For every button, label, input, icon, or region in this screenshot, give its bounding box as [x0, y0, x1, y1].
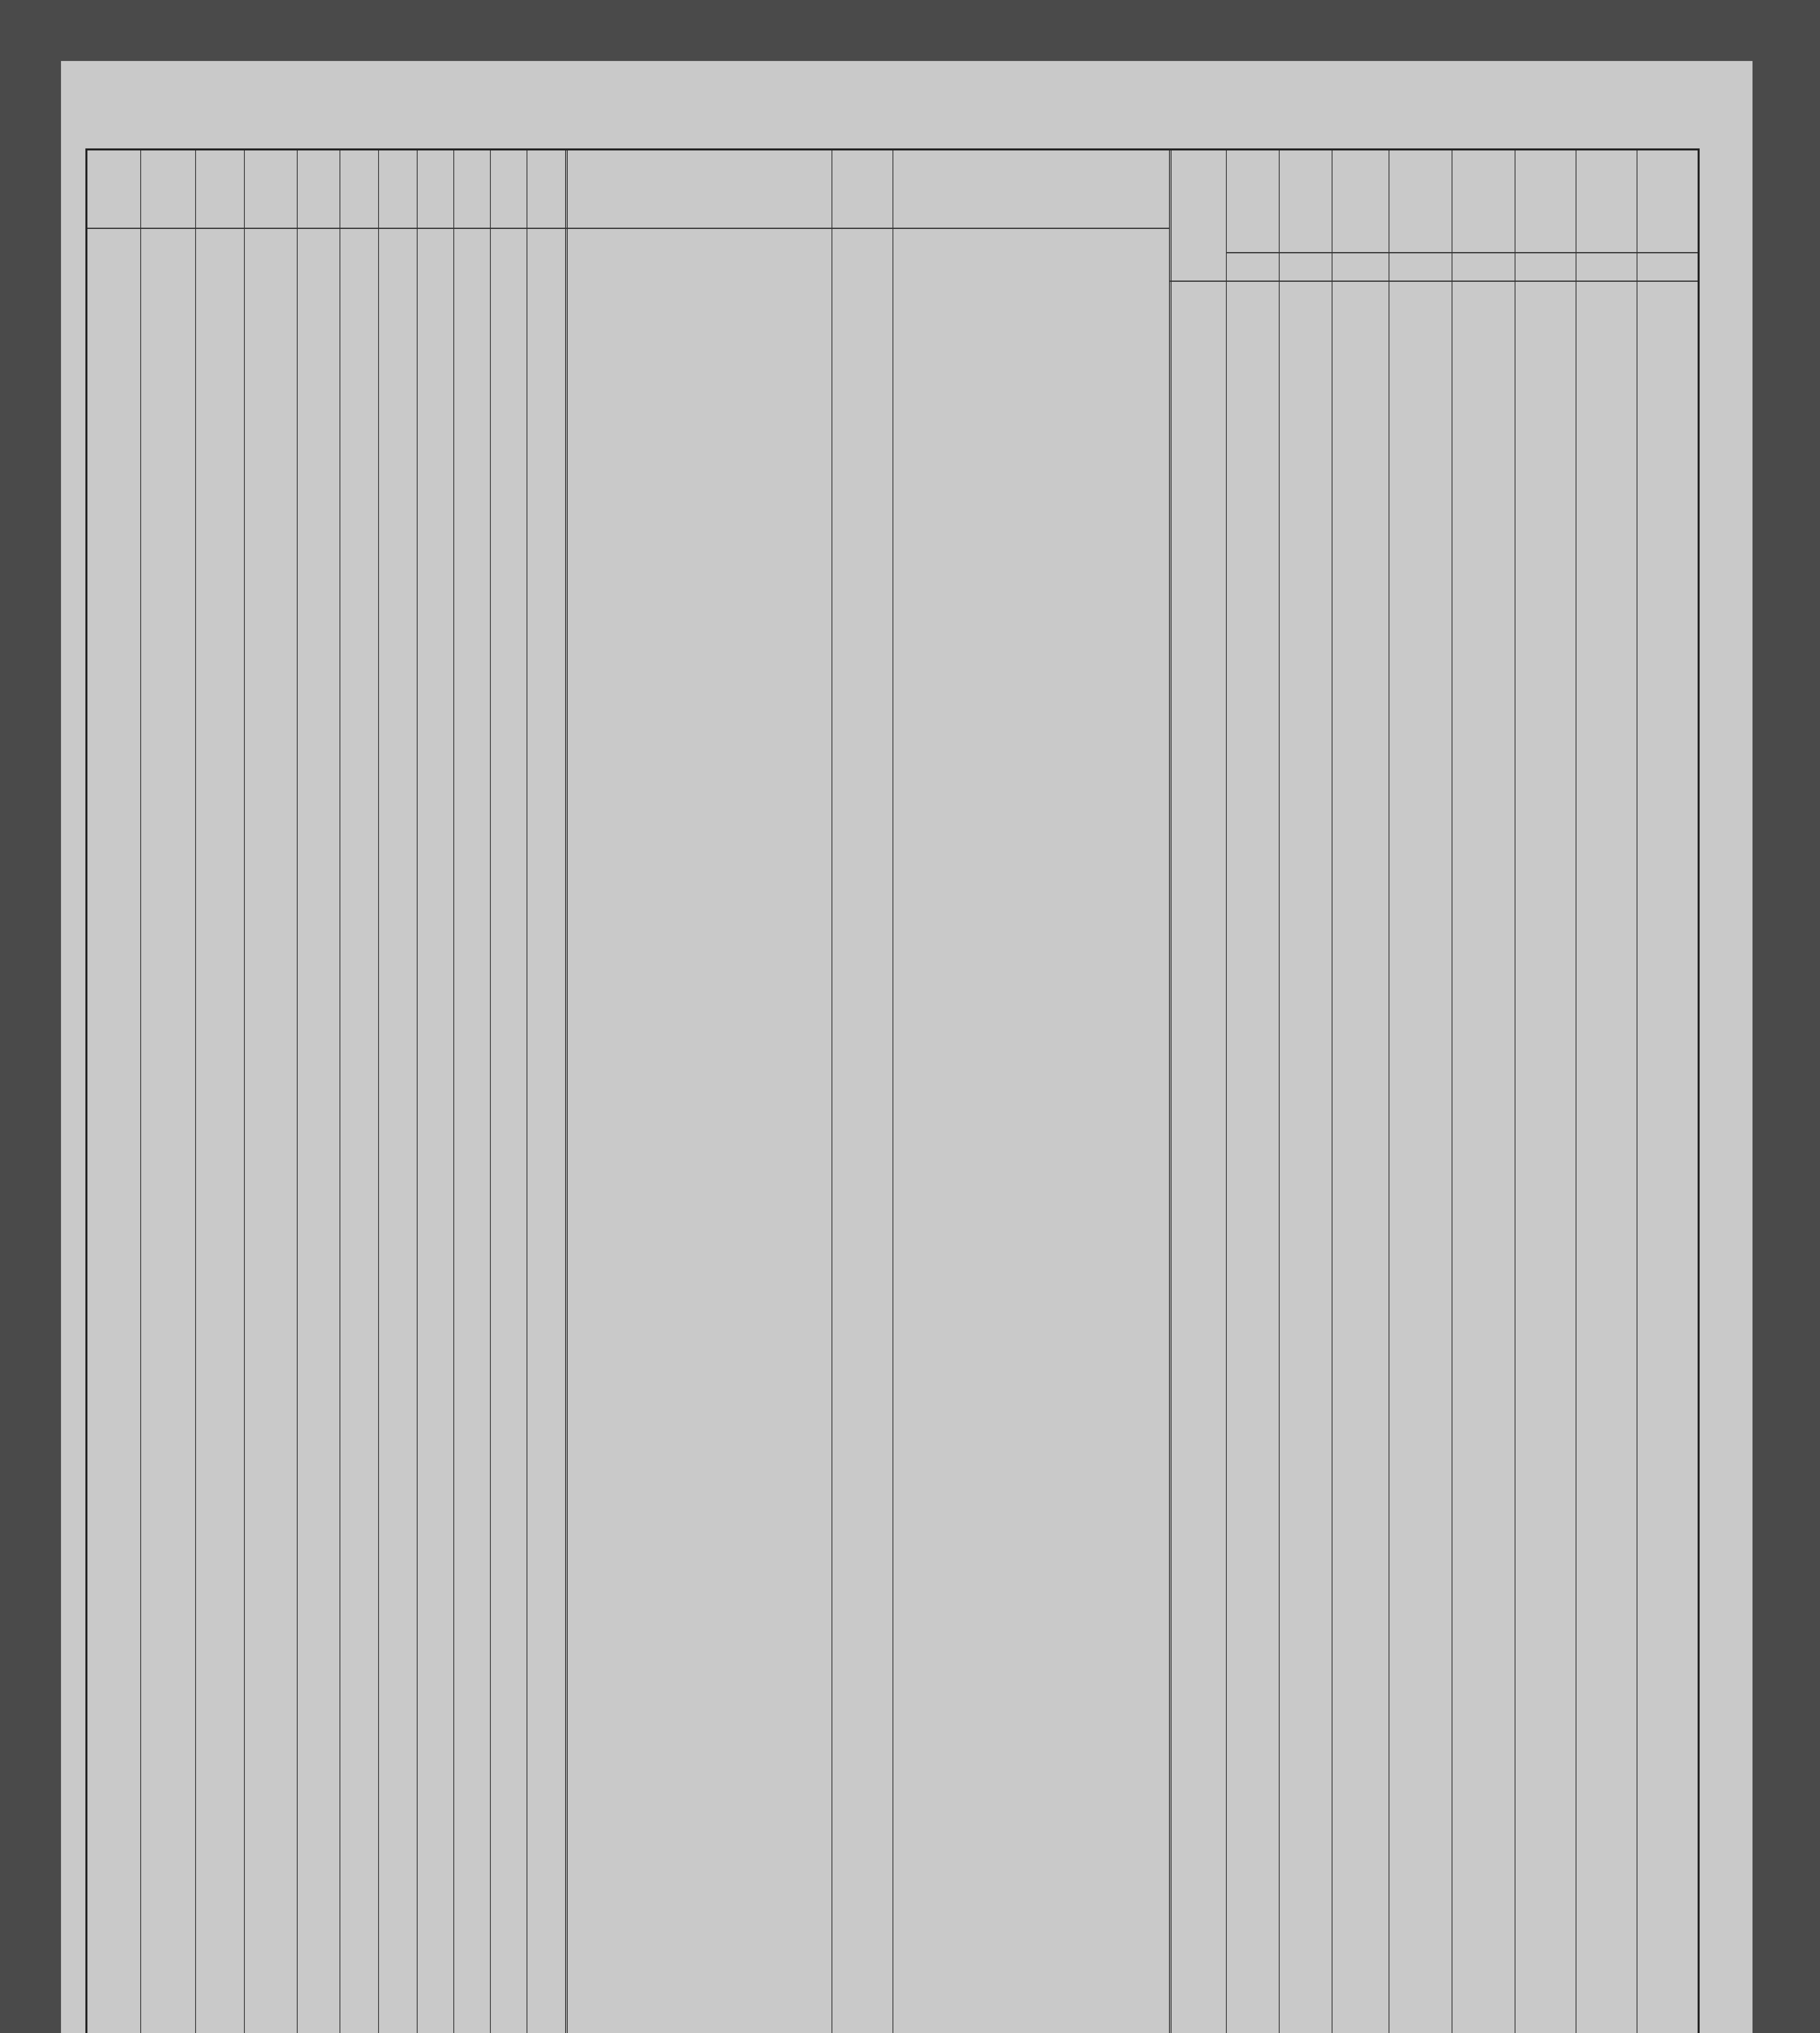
- newspaper-page: [61, 61, 1753, 2033]
- listing-table: [85, 148, 1700, 2033]
